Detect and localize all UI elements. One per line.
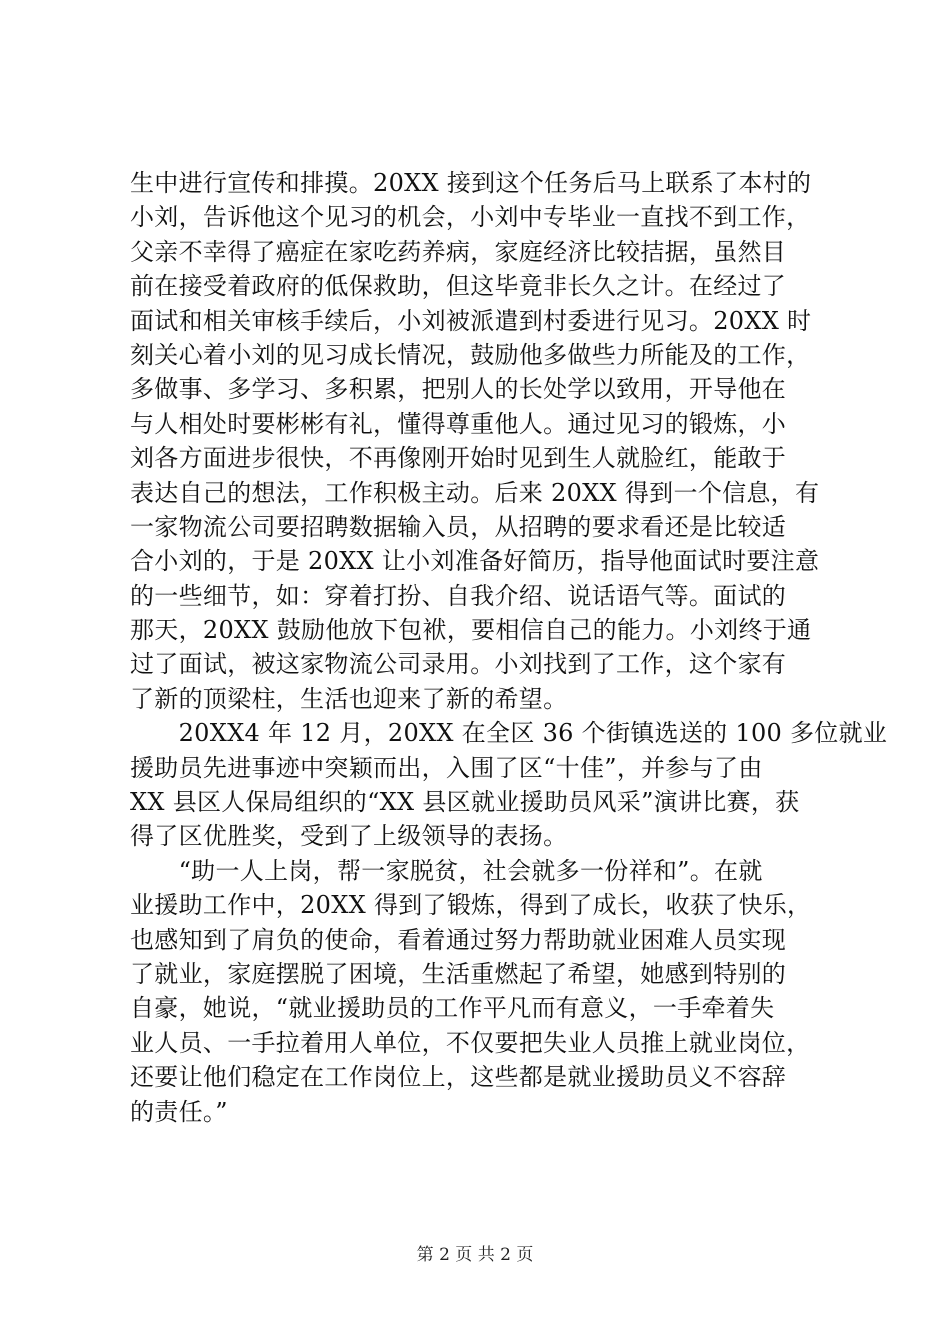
text-line: 援助员先进事迹中突颖而出，入围了区“十佳”，并参与了由 [130, 753, 763, 782]
text-line: 也感知到了肩负的使命，看着通过努力帮助就业困难人员实现 [130, 925, 787, 954]
text-line: 表达自己的想法，工作积极主动。后来 20XX 得到一个信息，有 [130, 478, 820, 507]
text-line: “助一人上岗，帮一家脱贫，社会就多一份祥和”。在就 [130, 856, 763, 885]
text-line: 合小刘的，于是 20XX 让小刘准备好简历，指导他面试时要注意 [130, 547, 820, 576]
text-line: 过了面试，被这家物流公司录用。小刘找到了工作，这个家有 [130, 650, 787, 679]
text-line: 多做事、多学习、多积累，把别人的长处学以致用，开导他在 [130, 375, 787, 404]
text-line: 还要让他们稳定在工作岗位上，这些都是就业援助员义不容辞 [130, 1063, 787, 1092]
text-line: 的责任。” [130, 1097, 228, 1126]
text-line: 自豪，她说，“就业援助员的工作平凡而有意义，一手牵着失 [130, 994, 775, 1023]
text-line: 20XX4 年 12 月，20XX 在全区 36 个街镇选送的 100 多位就业 [130, 719, 888, 748]
text-line: 得了区优胜奖，受到了上级领导的表扬。 [130, 822, 568, 851]
text-line: 了就业，家庭摆脱了困境，生活重燃起了希望，她感到特别的 [130, 959, 787, 988]
text-line: 了新的顶梁柱，生活也迎来了新的希望。 [130, 684, 568, 713]
text-line: 的一些细节，如：穿着打扮、自我介绍、说话语气等。面试的 [130, 581, 787, 610]
text-line: 业人员、一手拉着用人单位，不仅要把失业人员推上就业岗位， [130, 1028, 811, 1057]
page-footer [0, 1244, 950, 1266]
text-line: 一家物流公司要招聘数据输入员，从招聘的要求看还是比较适 [130, 512, 787, 541]
document-body [130, 166, 888, 1129]
text-line: 刘各方面进步很快，不再像刚开始时见到生人就脸红，能敢于 [130, 444, 787, 473]
text-line: 与人相处时要彬彬有礼，懂得尊重他人。通过见习的锻炼，小 [130, 409, 787, 438]
text-line: XX 县区人保局组织的“XX 县区就业援助员风采”演讲比赛，获 [130, 788, 800, 817]
text-line: 生中进行宣传和排摸。20XX 接到这个任务后马上联系了本村的 [130, 169, 812, 197]
text-line: 刻关心着小刘的见习成长情况，鼓励他多做些力所能及的工作， [130, 340, 811, 369]
text-line: 业援助工作中，20XX 得到了锻炼，得到了成长，收获了快乐， [130, 891, 812, 920]
text-line: 面试和相关审核手续后，小刘被派遣到村委进行见习。20XX 时 [130, 306, 812, 335]
text-line: 前在接受着政府的低保救助，但这毕竟非长久之计。在经过了 [130, 272, 787, 301]
text-line: 小刘，告诉他这个见习的机会，小刘中专毕业一直找不到工作， [130, 203, 811, 232]
page-number: 第 2 页 共 2 页 [416, 1245, 534, 1265]
text-line: 父亲不幸得了癌症在家吃药养病，家庭经济比较拮据，虽然目 [130, 237, 787, 266]
text-line: 那天，20XX 鼓励他放下包袱，要相信自己的能力。小刘终于通 [130, 616, 812, 645]
